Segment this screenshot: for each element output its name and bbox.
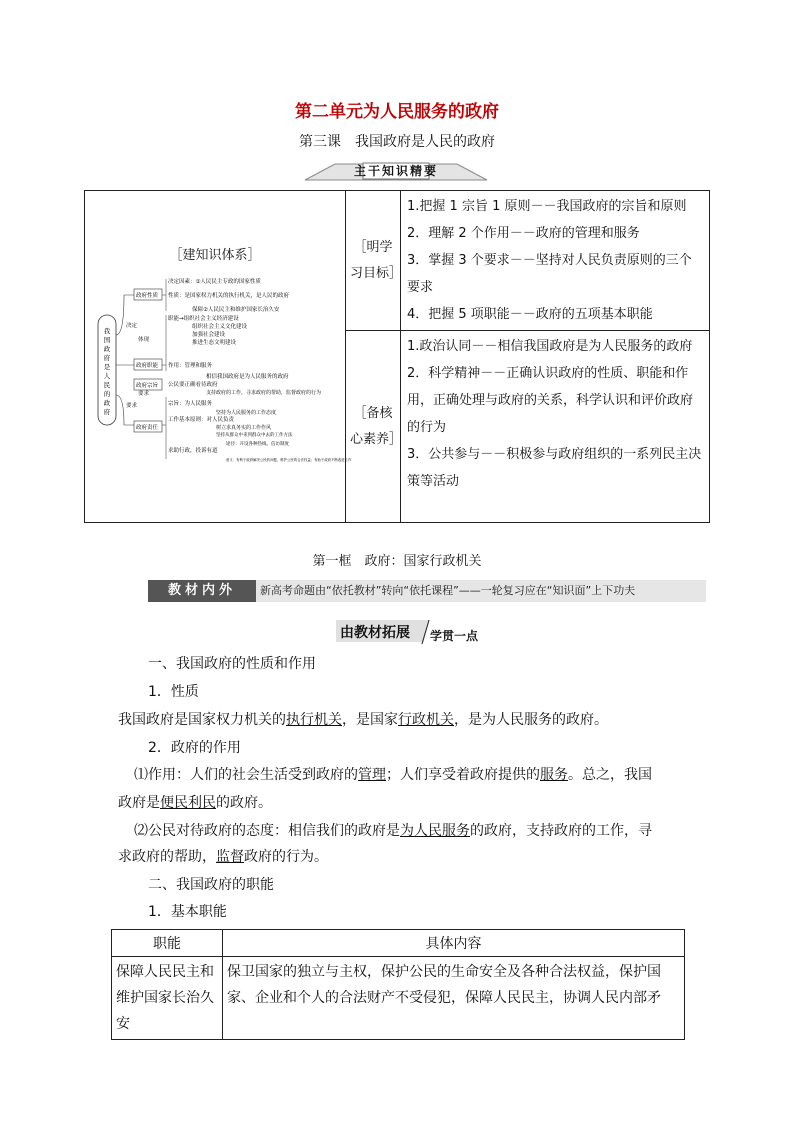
mindmap-leaf: 职能→组织社会主义经济建设 xyxy=(168,316,239,322)
paragraph-nature xyxy=(118,711,718,729)
mindmap-leaf: 求助行政，投诉有道 xyxy=(168,448,218,454)
sub-banner-text: 由教材拓展 xyxy=(340,625,410,641)
table-row xyxy=(112,957,685,1040)
mindmap-leaf: 加强社会建设 xyxy=(192,332,226,338)
mindmap-leaf: 支持政府的工作，寻求政府的帮助，监督政府的行为 xyxy=(206,390,322,396)
mindmap-leaf: 树立求真务实的工作作风 xyxy=(216,425,272,431)
mindmap-node: 政府性质 xyxy=(136,293,159,299)
knowledge-mindmap xyxy=(96,275,352,469)
goal-item: 3．掌握 3 个要求－－坚持对人民负责原则的三个要求 xyxy=(407,253,692,295)
heading-2-1: 1．基本职能 xyxy=(148,904,227,920)
literacy-cell xyxy=(401,331,710,523)
key-term: 行政机关 xyxy=(398,712,454,728)
mindmap-leaf: 公民要正确看待政府 xyxy=(168,382,218,388)
text-run: 政府是 xyxy=(118,795,160,811)
literacy-item: 2．科学精神－－正确认识政府的性质、职能和作用，正确处理与政府的关系，科学认识和评价政府的行为 xyxy=(407,366,694,435)
text-run: ，是为人民服务的政府。 xyxy=(454,712,608,728)
key-term: 管理 xyxy=(358,767,386,783)
paragraph-role-1-cont xyxy=(118,794,718,812)
mindmap-branch-label: 要求 xyxy=(138,391,150,397)
mindmap-leaf: 工作基本原则：对人民负责 xyxy=(168,417,235,423)
text-run: ⑴作用：人们的社会生活受到政府的 xyxy=(134,767,358,783)
banner-text: 主干知识精要 xyxy=(353,164,438,178)
mindmap-leaf: 保障②人民民主和维护国家长治久安 xyxy=(192,307,280,313)
textbook-band xyxy=(148,580,706,602)
duty-detail: 保卫国家的独立与主权，保护公民的生命安全及各种合法权益，保护国家、企业和个人的合法财产不受侵犯，保障人民民主，协调人民内部矛 xyxy=(223,957,685,1040)
paragraph-role-2-cont xyxy=(118,848,718,866)
literacy-item: 1.政治认同－－相信我国政府是为人民服务的政府 xyxy=(407,339,693,354)
key-term: 服务 xyxy=(540,767,568,783)
mindmap-leaf: 性质：是国家权力机关的执行机关，是人民的政府 xyxy=(168,293,290,299)
goal-item: 4．把握 5 项职能－－政府的五项基本职能 xyxy=(407,307,653,322)
framework-cell xyxy=(85,191,352,523)
key-term: 便民利民 xyxy=(160,795,216,811)
mindmap-leaf: 作用：管理和服务 xyxy=(168,363,213,369)
lesson-title: 第三课 我国政府是人民的政府 xyxy=(299,134,495,150)
key-term: 监督 xyxy=(216,849,244,865)
key-term: 为人民服务 xyxy=(400,823,470,839)
sub-banner xyxy=(336,618,486,646)
overview-table xyxy=(84,190,710,523)
mindmap-root: 我国政府是人民的政府 xyxy=(103,327,111,416)
text-run: 。总之，我国 xyxy=(568,767,652,783)
text-run: ⑵公民对待政府的态度：相信我们的政府是 xyxy=(134,823,400,839)
duty-table xyxy=(111,929,685,1040)
unit-title: 第二单元为人民服务的政府 xyxy=(295,102,499,122)
mindmap-diagram xyxy=(96,275,352,465)
literacy-label: ［备核心素养］ xyxy=(346,331,401,523)
goals-label: ［明学习目标］ xyxy=(346,191,401,331)
mindmap-node: 政府宗旨 xyxy=(136,383,159,389)
mindmap-branch-label: 要求 xyxy=(126,403,138,409)
heading-1-2: 2．政府的作用 xyxy=(148,740,241,756)
mindmap-branch-label: 体现 xyxy=(138,337,150,343)
text-run: ，是国家 xyxy=(342,712,398,728)
mindmap-leaf: 途径：开设各种热线、信访制度 xyxy=(226,442,289,447)
mindmap-leaf: 推进生态文明建设 xyxy=(192,340,237,346)
text-run: 政府的行为。 xyxy=(244,849,328,865)
text-run: 我国政府是国家权力机关的 xyxy=(118,712,286,728)
framework-label: ［建知识体系］ xyxy=(169,248,261,263)
heading-1: 一、我国政府的性质和作用 xyxy=(148,656,316,672)
duty-header: 具体内容 xyxy=(223,930,685,957)
heading-2: 二、我国政府的职能 xyxy=(148,877,274,893)
section-banner xyxy=(305,160,487,182)
duty-header: 职能 xyxy=(112,930,223,957)
mindmap-node: 政府责任 xyxy=(136,425,159,431)
mindmap-node: 政府职能 xyxy=(136,363,159,369)
mindmap-leaf: 决定因素：①人民民主专政的国家性质 xyxy=(168,279,261,285)
mindmap-leaf: 组织社会主义文化建设 xyxy=(192,324,248,330)
mindmap-leaf: 坚持为人民服务的工作态度 xyxy=(216,410,277,416)
section-title: 第一框 政府：国家行政机关 xyxy=(312,554,482,569)
text-run: 的政府，支持政府的工作，寻 xyxy=(470,823,652,839)
goal-item: 2．理解 2 个作用－－政府的管理和服务 xyxy=(407,226,640,241)
text-run: 的政府。 xyxy=(216,795,272,811)
mindmap-leaf: 相信我国政府是为人民服务的政府 xyxy=(206,374,289,380)
goal-item: 1.把握 1 宗旨 1 原则－－我国政府的宗旨和原则 xyxy=(407,199,687,214)
paragraph-role-1 xyxy=(134,766,734,784)
duty-function: 保障人民民主和维护国家长治久安 xyxy=(112,957,223,1040)
band-label: 教材内外 xyxy=(148,580,256,602)
paragraph-role-2 xyxy=(134,822,734,840)
mindmap-leaf: 坚持从群众中来到群众中去的工作方法 xyxy=(216,433,293,438)
mindmap-leaf: 宗旨：为人民服务 xyxy=(168,401,213,407)
goals-cell xyxy=(401,191,710,331)
key-term: 执行机关 xyxy=(286,712,342,728)
text-run: 求政府的帮助， xyxy=(118,849,216,865)
sub-banner-text: 学贯一点 xyxy=(430,629,479,643)
mindmap-branch-label: 决定 xyxy=(126,323,138,329)
heading-1-1: 1．性质 xyxy=(148,684,199,700)
mindmap-leaf: 意义：有利于政府解决公民的问题，维护公民的合法权益；有助于政府不断改进工作 xyxy=(226,458,352,462)
band-text: 新高考命题由“依托教材”转向“依托课程”——一轮复习应在“知识面”上下功夫 xyxy=(260,584,636,597)
text-run: ；人们享受着政府提供的 xyxy=(386,767,540,783)
literacy-item: 3．公共参与－－积极参与政府组织的一系列民主决策等活动 xyxy=(407,447,702,489)
